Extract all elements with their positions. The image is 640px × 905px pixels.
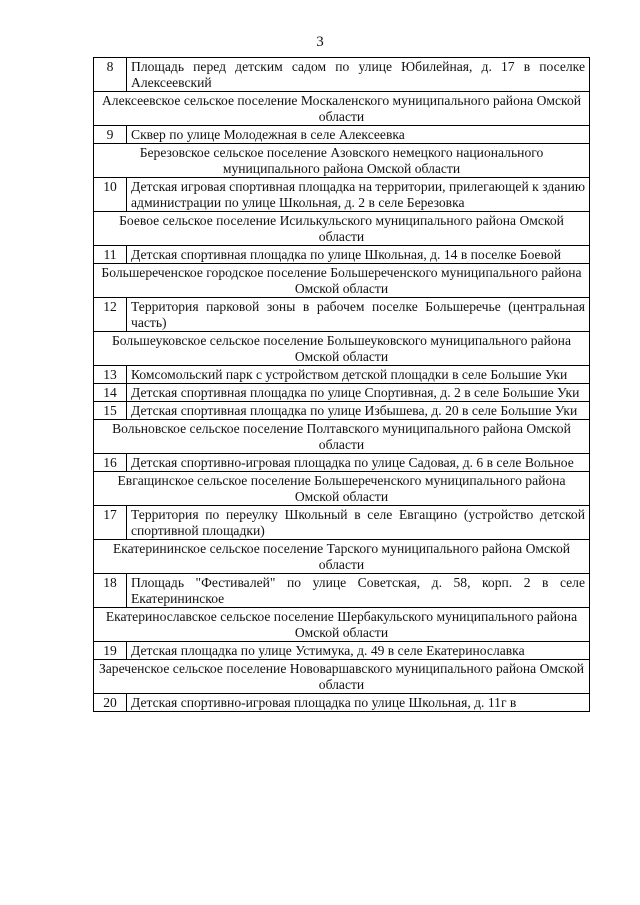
settlement-heading: Екатеринославское сельское поселение Шербакульского муниципального района Омской области [94, 608, 590, 642]
row-number: 8 [94, 58, 127, 92]
settlement-heading: Зареченское сельское поселение Нововаршавского муниципального района Омской области [94, 660, 590, 694]
table-body [94, 58, 590, 712]
row-number: 18 [94, 574, 127, 608]
settlement-heading: Большеуковское сельское поселение Большеуковского муниципального района Омской области [94, 332, 590, 366]
object-description: Детская спортивная площадка по улице Школьная, д. 14 в поселке Боевой [127, 246, 590, 264]
section-header-row [94, 264, 590, 298]
row-number: 20 [94, 694, 127, 712]
object-description: Площадь "Фестивалей" по улице Советская, д. 58, корп. 2 в селе Екатерининское [127, 574, 590, 608]
row-number: 14 [94, 384, 127, 402]
row-number: 16 [94, 454, 127, 472]
row-number: 13 [94, 366, 127, 384]
object-description: Детская спортивная площадка по улице Избышева, д. 20 в селе Большие Уки [127, 402, 590, 420]
object-description: Детская игровая спортивная площадка на территории, прилегающей к зданию администрации по улице Школьная, д. 2 в селе Березовка [127, 178, 590, 212]
table-row [94, 58, 590, 92]
section-header-row [94, 332, 590, 366]
settlement-heading: Большереченское городское поселение Большереченского муниципального района Омской области [94, 264, 590, 298]
section-header-row [94, 608, 590, 642]
objects-table [93, 57, 590, 712]
settlement-heading: Евгащинское сельское поселение Большереченского муниципального района Омской области [94, 472, 590, 506]
section-header-row [94, 212, 590, 246]
row-number: 19 [94, 642, 127, 660]
row-number: 11 [94, 246, 127, 264]
row-number: 17 [94, 506, 127, 540]
table-row [94, 506, 590, 540]
section-header-row [94, 660, 590, 694]
object-description: Детская спортивно-игровая площадка по улице Садовая, д. 6 в селе Вольное [127, 454, 590, 472]
table-row [94, 366, 590, 384]
row-number: 9 [94, 126, 127, 144]
table-row [94, 384, 590, 402]
object-description: Территория парковой зоны в рабочем поселке Большеречье (центральная часть) [127, 298, 590, 332]
section-header-row [94, 472, 590, 506]
settlement-heading: Березовское сельское поселение Азовского немецкого национального муниципального района Омской области [94, 144, 590, 178]
table-row [94, 694, 590, 712]
table-row [94, 126, 590, 144]
section-header-row [94, 92, 590, 126]
object-description: Сквер по улице Молодежная в селе Алексеевка [127, 126, 590, 144]
settlement-heading: Екатерининское сельское поселение Тарского муниципального района Омской области [94, 540, 590, 574]
object-description: Комсомольский парк с устройством детской площадки в селе Большие Уки [127, 366, 590, 384]
table-row [94, 574, 590, 608]
table-row [94, 642, 590, 660]
table-row [94, 178, 590, 212]
object-description: Территория по переулку Школьный в селе Евгащино (устройство детской спортивной площадки) [127, 506, 590, 540]
section-header-row [94, 420, 590, 454]
row-number: 10 [94, 178, 127, 212]
section-header-row [94, 540, 590, 574]
settlement-heading: Вольновское сельское поселение Полтавского муниципального района Омской области [94, 420, 590, 454]
object-description: Детская спортивная площадка по улице Спортивная, д. 2 в селе Большие Уки [127, 384, 590, 402]
table-row [94, 454, 590, 472]
page-number: 3 [316, 34, 324, 50]
settlement-heading: Боевое сельское поселение Исилькульского муниципального района Омской области [94, 212, 590, 246]
section-header-row [94, 144, 590, 178]
row-number: 15 [94, 402, 127, 420]
object-description: Детская спортивно-игровая площадка по улице Школьная, д. 11г в [127, 694, 590, 712]
object-description: Детская площадка по улице Устимука, д. 49 в селе Екатеринославка [127, 642, 590, 660]
table-row [94, 298, 590, 332]
table-row [94, 402, 590, 420]
settlement-heading: Алексеевское сельское поселение Москаленского муниципального района Омской области [94, 92, 590, 126]
object-description: Площадь перед детским садом по улице Юбилейная, д. 17 в поселке Алексеевский [127, 58, 590, 92]
row-number: 12 [94, 298, 127, 332]
table-row [94, 246, 590, 264]
